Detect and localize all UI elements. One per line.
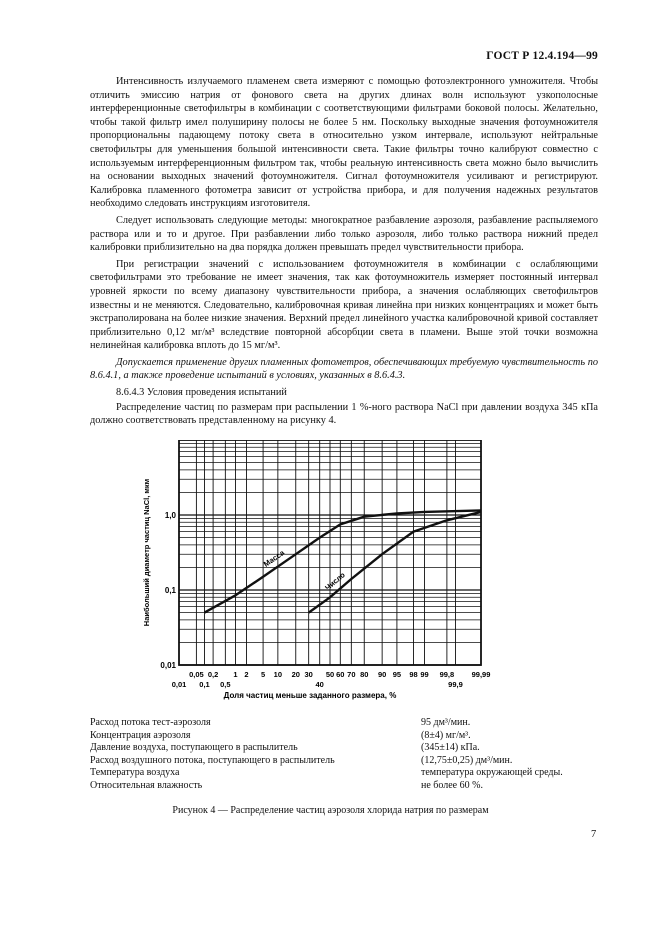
param-value: (345±14) кПа.: [421, 742, 480, 754]
page-number: 7: [591, 829, 597, 840]
param-label: Относительная влажность: [90, 779, 203, 791]
series-label: Масса: [261, 548, 287, 569]
x-tick-label: 40: [315, 680, 324, 689]
x-tick-label: 0,05: [189, 670, 204, 679]
x-tick-label: 0,1: [199, 680, 210, 689]
param-label: Расход воздушного потока, поступающего в распылитель: [90, 754, 335, 766]
x-tick-label: 70: [347, 670, 356, 679]
x-tick-label: 90: [377, 670, 387, 679]
y-axis-label: Наибольший диаметр частиц NaCl, мкм: [142, 478, 151, 627]
y-tick-label: 0,1: [164, 586, 176, 595]
paragraph-dilution-methods: Следует использовать следующие методы: многократное разбавление аэрозоля, разбавление распыляемого раствора или и то и другое. При разбавлении либо только аэрозоля, либо только раствора нижний предел калибровки приблизительно на два порядка должен превышать предел чувствительности прибора.: [90, 214, 598, 254]
chart-grid: [179, 440, 481, 665]
x-tick-label: 98: [409, 670, 418, 679]
param-label: Концентрация аэрозоля: [90, 729, 191, 741]
body-text: [90, 75, 598, 431]
figure-caption: Рисунок 4 — Распределение частиц аэрозоля хлорида натрия по размерам: [172, 805, 489, 816]
param-value: 95 дм³/мин.: [421, 717, 471, 728]
x-tick-label: 95: [392, 670, 402, 679]
param-row: [90, 755, 610, 768]
param-value: не более 60 %.: [421, 779, 483, 791]
x-tick-labels: [172, 670, 491, 689]
test-parameters: [90, 717, 610, 793]
x-tick-label: 1: [233, 670, 238, 679]
x-axis-label: Доля частиц меньше заданного размера, %: [223, 691, 397, 700]
paragraph-distribution: Распределение частиц по размерам при распылении 1 %-ного раствора NaCl при давлении воздуха 345 кПа должно соответствовать представленному на рисунку 4.: [90, 401, 598, 427]
x-tick-label: 0,01: [171, 680, 187, 689]
y-tick-labels: [160, 511, 176, 670]
x-tick-label: 0,5: [220, 680, 231, 689]
y-tick-label: 1,0: [164, 511, 176, 520]
param-row: [90, 730, 610, 743]
series-label: Число: [323, 570, 347, 593]
x-tick-label: 30: [304, 670, 313, 679]
x-tick-label: 99,99: [471, 670, 491, 679]
param-label: Давление воздуха, поступающего в распылитель: [90, 742, 298, 754]
x-tick-label: 80: [360, 670, 369, 679]
x-tick-label: 50: [325, 670, 335, 679]
italic-note: Допускается применение других пламенных фотометров, обеспечивающих требуемую чувствительность по 8.6.4.1, а также проведение испытаний в условиях, указанных в 8.6.4.3.: [90, 356, 598, 382]
paragraph-photomultiplier: Интенсивность излучаемого пламенем света измеряют с помощью фотоэлектронного умножителя. Чтобы отличить эмиссию натрия от фонового света на других длинах волн используют узкополосные интерференционные светофильтры в комбинации с соответствующими фильтрами боковой полосы. Желательно, чтобы такой фильтр имел полуширину полосы не более 5 нм. Поскольку выходные значения фотоумножителя пропорциональны падающему потоку света в относительно узком интервале, используют нейтральные светофильтры для уменьшения большой интенсивности света. Такие фильтры точно калибруют совместно с используемым интерференционным фильтром так, чтобы реальную интенсивность света можно было вычислить на основании выходных значений фотоумножителя. Сигнал фотоумножителя усиливают и регистрируют. Калибровка пламенного фотометра зависит от устройства прибора, и для получения надежных результатов необходимо следовать инструкциям изготовителя.: [90, 76, 598, 210]
param-row: [90, 717, 610, 730]
document-header: ГОСТ Р 12.4.194—99: [486, 50, 598, 62]
y-tick-label: 0,01: [160, 661, 176, 670]
param-label: Температура воздуха: [90, 767, 180, 779]
x-tick-label: 0,2: [207, 670, 219, 679]
x-tick-label: 60: [336, 670, 345, 679]
param-label: Расход потока тест-аэрозоля: [90, 717, 211, 728]
x-tick-label: 99: [420, 670, 429, 679]
param-row: [90, 780, 610, 793]
x-tick-label: 2: [244, 670, 249, 679]
param-row: [90, 742, 610, 755]
subsection-heading: 8.6.4.3 Условия проведения испытаний: [116, 387, 287, 399]
param-value: (8±4) мг/м³.: [421, 729, 471, 741]
param-row: [90, 767, 610, 780]
x-tick-label: 20: [291, 670, 300, 679]
x-tick-label: 99,9: [448, 680, 463, 689]
param-value: температура окружающей среды.: [421, 767, 563, 779]
paragraph-calibration: При регистрации значений с использованием фотоумножителя в комбинации с ослабляющими светофильтрами это требование не имеет значения, так как фотоумножитель измеряет постоянный интервал уровней яркости по всему диапазону чувствительности прибора, а значения ослабляющих светофильтров известны и не меняются. Следовательно, калибровочная кривая линейна при низких концентрациях и может быть экстраполирована на более низкие значения. Верхний предел линейного участка калибровочной кривой составляет приблизительно 0,12 мг/м³ вследствие повторной абсорбции света в пламени. Выше этой точки возможна нелинейная калибровка вплоть до 15 мг/м³.: [90, 258, 598, 352]
x-tick-label: 10: [273, 670, 283, 679]
param-value: (12,75±0,25) дм³/мин.: [421, 754, 513, 766]
x-tick-label: 99,8: [439, 670, 455, 679]
particle-size-chart: [135, 440, 495, 702]
x-tick-label: 5: [261, 670, 266, 679]
